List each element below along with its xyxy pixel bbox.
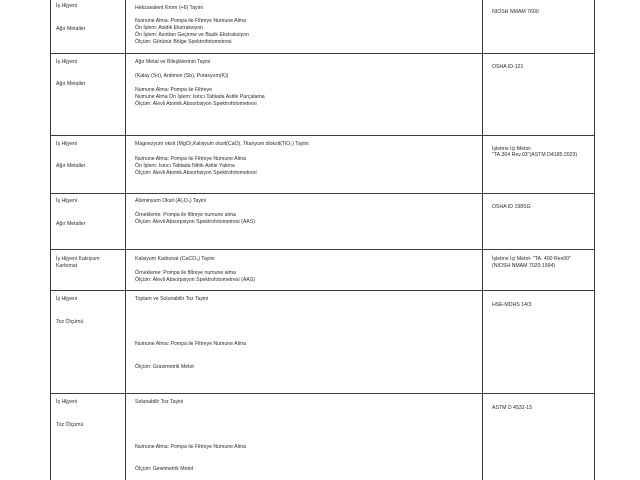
row1-category: İş Hijyeni: [56, 3, 78, 9]
row2-subcategory: Ağır Metaller: [56, 81, 86, 87]
row7-category: İş Hijyeni: [56, 399, 78, 405]
row6-line: Numune Alma: Pompa ile Filtreye Numune Alma: [135, 341, 247, 347]
row1-title: Hekzavalent Krom (+6) Tayini: [135, 5, 203, 11]
row2-line: Numune Alma: Pompa ile Filtreye: [135, 87, 212, 93]
row1-line: Ölçüm: Görünür Bölge Spektrofotometresi: [135, 39, 232, 45]
row5-subcategory: Karbonat: [56, 263, 78, 269]
table-border-left: [50, 0, 51, 480]
row-separator: [50, 393, 595, 394]
row7-title: Solunabilir Toz Tayini: [135, 399, 184, 405]
table-border-right: [594, 0, 595, 480]
row7-subcategory: Toz Ölçümü: [56, 422, 84, 428]
row3-method-detail: "TA.304 Rev.03"(ASTM D4185:2023): [492, 152, 578, 158]
row5-method: İşletme İçi Metot- "TA. 400 Rev00": [492, 256, 571, 262]
row6-title: Toplam ve Solunabilir Toz Tayini: [135, 296, 209, 302]
row5-title: Kalsiyum Karbonat (CaCO₃) Tayini: [135, 256, 215, 262]
row-separator: [50, 53, 595, 54]
row7-method: ASTM D 4532-15: [492, 405, 533, 411]
row6-method: HSE-MDHS 14/3: [492, 302, 532, 308]
row4-line: Örnekleme: Pompa ile filtreye numune alma: [135, 212, 236, 218]
row5-method-detail: (NIOSH NMAM 7020:1994): [492, 263, 556, 269]
row6-subcategory: Toz Ölçümü: [56, 319, 84, 325]
row3-line: Ön İşlem: Isıtıcı Tablada Nitrik Asitle Yakma: [135, 163, 235, 169]
row3-line: Ölçüm: Alevli Atomik Absorbsiyon Spektrofotometresi: [135, 170, 257, 176]
row7-line: Ölçüm: Gewimetrik Metot: [135, 466, 194, 472]
row-separator: [50, 290, 595, 291]
row1-subcategory: Ağır Metaller: [56, 26, 86, 32]
row3-title: Magnezyum oksit (MgO),Kalsiyum oksit(CaO), Titanyum dioksit(TiO₂) Tayini: [135, 141, 309, 147]
row6-category: İş Hijyeni: [56, 296, 78, 302]
row6-line: Ölçüm: Gravimetrik Metot: [135, 364, 194, 370]
row4-subcategory: Ağır Metaller: [56, 221, 86, 227]
row4-line: Ölçüm: Alevli Absorpsiyon Spektrofotometresi (AAS): [135, 219, 255, 225]
row2-title: Ağır Metal ve Bileşiklerinin Tayini: [135, 59, 211, 65]
row2-subtitle: (Kalay (Sn), Antimon (Sb), Potasyum(K)): [135, 73, 229, 79]
row1-line: Ön İşlem: Asidik Ekstraksiyon: [135, 25, 204, 31]
row-separator: [50, 249, 595, 250]
row1-line: Numune Alma: Pompa ile Filtreye Numune Alma: [135, 18, 247, 24]
row4-method: OSHA ID 198SG: [492, 204, 531, 210]
row1-method: NIOSH NMAM 7600: [492, 9, 539, 15]
row2-category: İş Hijyeni: [56, 59, 78, 65]
row5-category: İş Hijyeni Kalsiyum: [56, 256, 100, 262]
row4-category: İş Hijyeni: [56, 198, 78, 204]
row3-subcategory: Ağır Metaller: [56, 163, 86, 169]
row4-title: Alüminyum Oksit (Al₂O₃) Tayini: [135, 198, 207, 204]
row3-category: İş Hijyeni: [56, 141, 78, 147]
row3-line: Numune Alma: Pompa ile Filtreye Numune Alma: [135, 156, 247, 162]
row3-method: İşletme İçi Metot-: [492, 146, 532, 152]
row1-line: Ön İşlem: Azottan Geçirme ve Bazik Ekstraksiyon: [135, 32, 249, 38]
row2-method: OSHA ID-121: [492, 64, 524, 70]
row5-line: Örnekleme: Pompa ile filtreye numune alma: [135, 270, 236, 276]
row-separator: [50, 135, 595, 136]
row7-line: Numune Alma: Pompa ile Filtreye Numune Alma: [135, 444, 247, 450]
row5-line: Ölçüm: Alevli Absorpsiyon Spektrofotometresi (AAS): [135, 277, 255, 283]
row-separator: [50, 193, 595, 194]
row2-line: Ölçüm: Alevli Atomik Absorbsiyon Spektrofotometresi: [135, 101, 257, 107]
table-divider-col1: [125, 0, 126, 480]
table-divider-col2: [482, 0, 483, 480]
row2-line: Numune Alma Ön İşlem: Isıtıcı Tablada Asitle Parçalama: [135, 94, 265, 100]
